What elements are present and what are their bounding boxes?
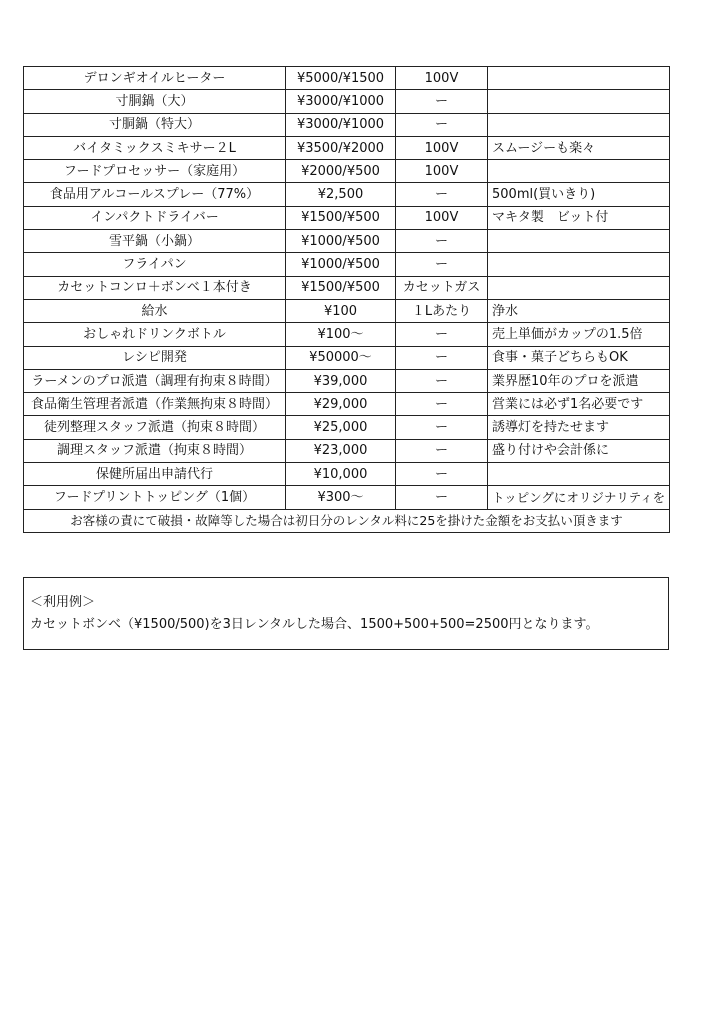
table-row bbox=[24, 416, 670, 439]
price-cell: ¥25,000 bbox=[286, 416, 396, 439]
note-cell: 500ml(買いきり) bbox=[488, 183, 670, 206]
item-name-cell: おしゃれドリンクボトル bbox=[24, 323, 286, 346]
note-cell: トッピングにオリジナリティを bbox=[488, 486, 670, 509]
usage-example-box bbox=[23, 577, 669, 650]
item-name-cell: レシピ開発 bbox=[24, 346, 286, 369]
table-row bbox=[24, 90, 670, 113]
unit-cell: ー bbox=[396, 90, 488, 113]
price-cell: ¥3000/¥1000 bbox=[286, 113, 396, 136]
item-name-cell: 保健所届出申請代行 bbox=[24, 463, 286, 486]
item-name-cell: 寸胴鍋（大） bbox=[24, 90, 286, 113]
table-row bbox=[24, 323, 670, 346]
price-cell: ¥100〜 bbox=[286, 323, 396, 346]
table-row bbox=[24, 230, 670, 253]
unit-cell: ー bbox=[396, 463, 488, 486]
note-cell: 盛り付けや会計係に bbox=[488, 439, 670, 462]
unit-cell: 100V bbox=[396, 206, 488, 229]
table-row bbox=[24, 67, 670, 90]
unit-cell: ー bbox=[396, 416, 488, 439]
unit-cell: ー bbox=[396, 230, 488, 253]
note-cell: スムージーも楽々 bbox=[488, 136, 670, 159]
price-cell: ¥100 bbox=[286, 299, 396, 322]
item-name-cell: 給水 bbox=[24, 299, 286, 322]
unit-cell: ー bbox=[396, 439, 488, 462]
item-name-cell: 食品衛生管理者派遣（作業無拘束８時間） bbox=[24, 393, 286, 416]
unit-cell: 100V bbox=[396, 160, 488, 183]
item-name-cell: 雪平鍋（小鍋） bbox=[24, 230, 286, 253]
note-cell bbox=[488, 253, 670, 276]
note-cell bbox=[488, 230, 670, 253]
table-row bbox=[24, 439, 670, 462]
table-row bbox=[24, 486, 670, 509]
note-cell: 業界歴10年のプロを派遣 bbox=[488, 369, 670, 392]
usage-example-text: カセットボンベ（¥1500/500)を3日レンタルした場合、1500+500+500=2500円となります。 bbox=[30, 617, 599, 632]
table-row bbox=[24, 346, 670, 369]
unit-cell: 100V bbox=[396, 136, 488, 159]
note-cell: 浄水 bbox=[488, 299, 670, 322]
unit-cell: ー bbox=[396, 323, 488, 346]
price-cell: ¥3000/¥1000 bbox=[286, 90, 396, 113]
note-cell bbox=[488, 463, 670, 486]
note-cell bbox=[488, 276, 670, 299]
item-name-cell: 食品用アルコールスプレー（77%） bbox=[24, 183, 286, 206]
table-row bbox=[24, 463, 670, 486]
price-cell: ¥1500/¥500 bbox=[286, 276, 396, 299]
table-row bbox=[24, 113, 670, 136]
price-cell: ¥39,000 bbox=[286, 369, 396, 392]
rental-price-table bbox=[23, 66, 670, 533]
table-row bbox=[24, 276, 670, 299]
unit-cell: ー bbox=[396, 113, 488, 136]
unit-cell: ー bbox=[396, 486, 488, 509]
table-row bbox=[24, 369, 670, 392]
table-row bbox=[24, 253, 670, 276]
item-name-cell: カセットコンロ＋ボンベ１本付き bbox=[24, 276, 286, 299]
table-row bbox=[24, 299, 670, 322]
price-cell: ¥1500/¥500 bbox=[286, 206, 396, 229]
note-cell bbox=[488, 113, 670, 136]
table-row bbox=[24, 206, 670, 229]
table-row bbox=[24, 136, 670, 159]
usage-example-heading: ＜利用例＞ bbox=[30, 595, 96, 610]
unit-cell: 100V bbox=[396, 67, 488, 90]
unit-cell: ー bbox=[396, 183, 488, 206]
note-cell: 売上単価がカップの1.5倍 bbox=[488, 323, 670, 346]
unit-cell: ー bbox=[396, 369, 488, 392]
table-row bbox=[24, 160, 670, 183]
price-cell: ¥3500/¥2000 bbox=[286, 136, 396, 159]
price-cell: ¥1000/¥500 bbox=[286, 253, 396, 276]
note-cell bbox=[488, 160, 670, 183]
price-cell: ¥2000/¥500 bbox=[286, 160, 396, 183]
note-cell bbox=[488, 67, 670, 90]
footer-row bbox=[24, 509, 670, 532]
table-row bbox=[24, 393, 670, 416]
price-cell: ¥2,500 bbox=[286, 183, 396, 206]
item-name-cell: ラーメンのプロ派遣（調理有拘束８時間） bbox=[24, 369, 286, 392]
price-cell: ¥50000〜 bbox=[286, 346, 396, 369]
item-name-cell: 調理スタッフ派遣（拘束８時間） bbox=[24, 439, 286, 462]
note-cell: マキタ製 ビット付 bbox=[488, 206, 670, 229]
price-cell: ¥300〜 bbox=[286, 486, 396, 509]
price-cell: ¥1000/¥500 bbox=[286, 230, 396, 253]
unit-cell: カセットガス bbox=[396, 276, 488, 299]
item-name-cell: フードプロセッサー（家庭用） bbox=[24, 160, 286, 183]
note-cell: 営業には必ず1名必要です bbox=[488, 393, 670, 416]
item-name-cell: デロンギオイルヒーター bbox=[24, 67, 286, 90]
item-name-cell: フードプリントトッピング（1個） bbox=[24, 486, 286, 509]
price-cell: ¥29,000 bbox=[286, 393, 396, 416]
item-name-cell: バイタミックスミキサー２L bbox=[24, 136, 286, 159]
item-name-cell: フライパン bbox=[24, 253, 286, 276]
item-name-cell: 徒列整理スタッフ派遣（拘束８時間） bbox=[24, 416, 286, 439]
note-cell: 食事・菓子どちらもOK bbox=[488, 346, 670, 369]
item-name-cell: インパクトドライバー bbox=[24, 206, 286, 229]
unit-cell: ー bbox=[396, 346, 488, 369]
note-cell bbox=[488, 90, 670, 113]
price-cell: ¥23,000 bbox=[286, 439, 396, 462]
item-name-cell: 寸胴鍋（特大） bbox=[24, 113, 286, 136]
note-cell: 誘導灯を持たせます bbox=[488, 416, 670, 439]
unit-cell: ー bbox=[396, 393, 488, 416]
table-row bbox=[24, 183, 670, 206]
unit-cell: ー bbox=[396, 253, 488, 276]
damage-policy-note: お客様の責にて破損・故障等した場合は初日分のレンタル料に25を掛けた金額をお支払い頂きます bbox=[24, 509, 670, 532]
price-cell: ¥5000/¥1500 bbox=[286, 67, 396, 90]
price-cell: ¥10,000 bbox=[286, 463, 396, 486]
unit-cell: １Lあたり bbox=[396, 299, 488, 322]
table-body bbox=[24, 67, 670, 510]
